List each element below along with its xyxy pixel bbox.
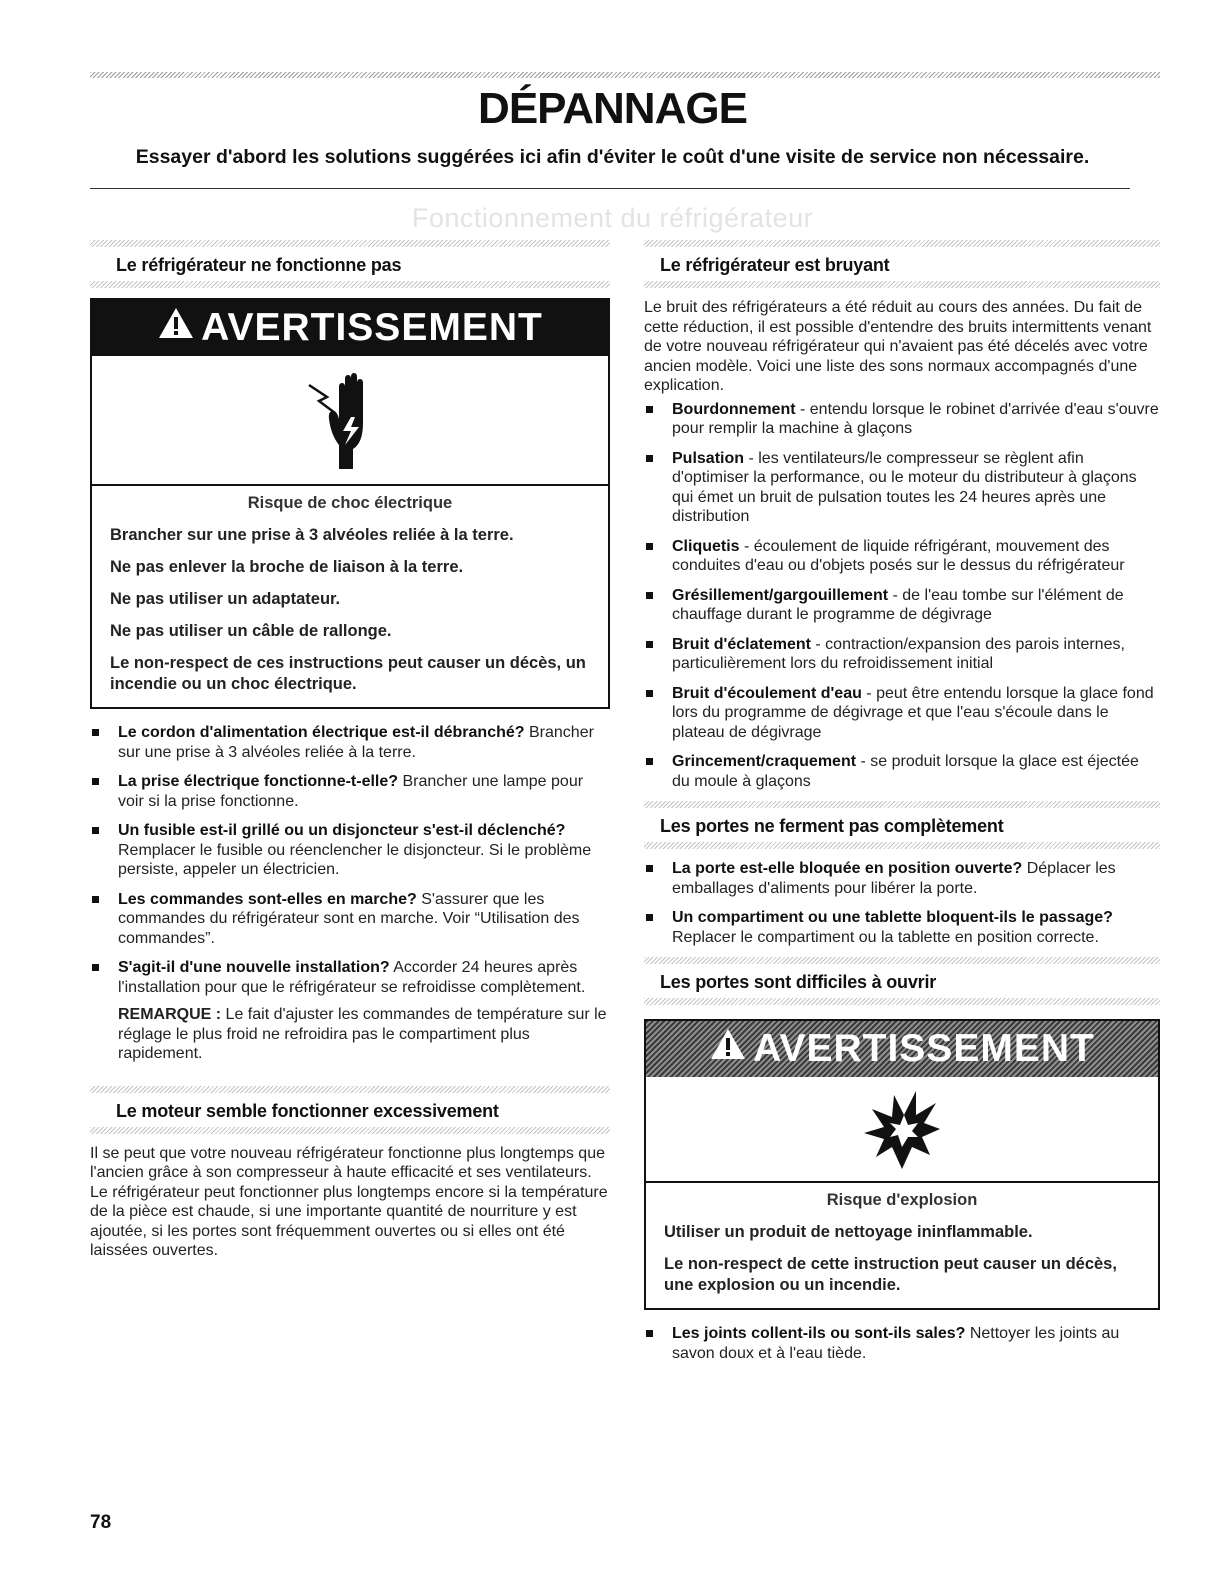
note-label: REMARQUE : <box>118 1006 222 1023</box>
page-number: 78 <box>90 1512 112 1533</box>
bullet-square-icon <box>646 1330 653 1337</box>
doors-close-list <box>644 859 1160 947</box>
bullet-square-icon <box>92 964 99 971</box>
subsection-title: Les portes sont difficiles à ouvrir <box>660 972 937 992</box>
electric-shock-icon <box>92 356 608 486</box>
bullet-square-icon <box>646 455 653 462</box>
list-item: Pulsation - les ventilateurs/le compresseur se règlent afin d'optimiser la performance, ou le moteur du distributeur à glaçons qui émet un bruit de pulsation toutes les 24 heures après une distribution <box>644 449 1160 527</box>
warning-header <box>92 300 608 356</box>
list-item: Bruit d'éclatement - contraction/expansion des parois internes, particulièrement lors du refroidissement initial <box>644 635 1160 674</box>
bullet-square-icon <box>646 758 653 765</box>
warning-line: Le non-respect de ces instructions peut causer un décès, un incendie ou un choc électrique. <box>110 654 586 693</box>
warning-line: Ne pas enlever la broche de liaison à la terre. <box>110 558 464 576</box>
warning-label: AVERTISSEMENT <box>201 306 543 349</box>
list-item: S'agit-il d'une nouvelle installation? Accorder 24 heures après l'installation pour que le réfrigérateur se refroidisse complètement. <box>90 958 610 997</box>
hatch-bar <box>644 801 1160 808</box>
motor-paragraph: Il se peut que votre nouveau réfrigérateur fonctionne plus longtemps que l'ancien grâce à son compresseur à haute efficacité et ses ventilateurs. Le réfrigérateur peut fonctionner plus longtemps encore si la température de la pièce est chaude, si une importante quantité de nourriture y est ajoutée, si les portes sont fréquemment ouvertes ou si elles ont été laissées ouvertes. <box>90 1144 608 1259</box>
hatch-bar <box>90 1127 610 1134</box>
warning-line: Le non-respect de cette instruction peut causer un décès, une explosion ou un incendie. <box>664 1255 1117 1294</box>
bullet-square-icon <box>646 543 653 550</box>
top-rule <box>90 72 1160 78</box>
list-item: Bourdonnement - entendu lorsque le robinet d'arrivée d'eau s'ouvre pour remplir la machine à glaçons <box>644 400 1160 439</box>
warning-triangle-icon <box>709 1027 747 1071</box>
subsection-header-motor <box>90 1086 610 1134</box>
left-column <box>90 240 610 1265</box>
hatch-bar <box>644 842 1160 849</box>
hatch-bar <box>644 240 1160 247</box>
explosion-icon <box>646 1077 1158 1183</box>
bullet-square-icon <box>92 827 99 834</box>
doors-open-list <box>644 1324 1160 1363</box>
warning-box-explosion <box>644 1019 1160 1310</box>
warning-label: AVERTISSEMENT <box>753 1027 1095 1070</box>
subsection-header-doors-close <box>644 801 1160 849</box>
page-subtitle: Essayer d'abord les solutions suggérées ici afin d'éviter le coût d'une visite de service non nécessaire. <box>135 146 1090 168</box>
list-item: La prise électrique fonctionne-t-elle? Brancher une lampe pour voir si la prise fonctionne. <box>90 772 610 811</box>
checklist-not-working <box>90 723 610 997</box>
bullet-square-icon <box>646 406 653 413</box>
warning-header <box>646 1021 1158 1077</box>
noisy-intro: Le bruit des réfrigérateurs a été réduit au cours des années. Du fait de cette réduction, il est possible d'entendre des bruits intermittents venant de votre nouveau réfrigérateur qui n'avaient pas été décelés avec votre ancien modèle. Voici une liste des sons normaux accompagnés d'une explication. <box>644 299 1152 394</box>
warning-risk: Risque de choc électrique <box>247 494 453 512</box>
warning-line: Brancher sur une prise à 3 alvéoles reliée à la terre. <box>110 526 514 544</box>
subsection-header-noisy <box>644 240 1160 288</box>
subsection-title: Le réfrigérateur est bruyant <box>660 255 890 275</box>
hatch-bar <box>90 1086 610 1093</box>
list-item: Un fusible est-il grillé ou un disjoncteur s'est-il déclenché? Remplacer le fusible ou réenclencher le disjoncteur. Si le problème persiste, appeler un électricien. <box>90 821 610 880</box>
warning-body <box>646 1183 1158 1308</box>
bullet-square-icon <box>646 690 653 697</box>
hatch-bar <box>644 957 1160 964</box>
subsection-title: Le moteur semble fonctionner excessivement <box>116 1100 499 1121</box>
bullet-square-icon <box>646 914 653 921</box>
warning-box-electric <box>90 298 610 709</box>
page-title: DÉPANNAGE <box>478 84 747 133</box>
right-column <box>644 240 1160 1373</box>
subsection-title: Le réfrigérateur ne fonctionne pas <box>116 255 402 275</box>
list-item: Grincement/craquement - se produit lorsque la glace est éjectée du moule à glaçons <box>644 752 1160 791</box>
warning-body <box>92 486 608 707</box>
subsection-header-doors-open <box>644 957 1160 1005</box>
subsection-header-not-working <box>90 240 610 288</box>
subsection-title: Les portes ne ferment pas complètement <box>660 816 1004 836</box>
note <box>90 1005 610 1064</box>
list-item: Bruit d'écoulement d'eau - peut être entendu lorsque la glace fond lors du programme de dégivrage et que l'eau s'écoule dans le plateau de dégivrage <box>644 684 1160 743</box>
section-heading: Fonctionnement du réfrigérateur <box>411 203 814 233</box>
warning-line: Ne pas utiliser un adaptateur. <box>110 590 341 608</box>
list-item: Les commandes sont-elles en marche? S'assurer que les commandes du réfrigérateur sont en marche. Voir “Utilisation des commandes”. <box>90 890 610 949</box>
noise-list <box>644 400 1160 792</box>
hatch-bar <box>90 240 610 247</box>
hatch-bar <box>644 281 1160 288</box>
warning-triangle-icon <box>157 306 195 350</box>
bullet-square-icon <box>92 778 99 785</box>
warning-line: Utiliser un produit de nettoyage ininflammable. <box>664 1223 1033 1241</box>
bullet-square-icon <box>92 896 99 903</box>
bullet-square-icon <box>646 641 653 648</box>
hatch-bar <box>644 998 1160 1005</box>
bullet-square-icon <box>92 729 99 736</box>
list-item: La porte est-elle bloquée en position ouverte? Déplacer les emballages d'aliments pour libérer la porte. <box>644 859 1160 898</box>
list-item: Les joints collent-ils ou sont-ils sales? Nettoyer les joints au savon doux et à l'eau tiède. <box>644 1324 1160 1363</box>
warning-risk: Risque d'explosion <box>826 1191 978 1209</box>
note-text: Le fait d'ajuster les commandes de température sur le réglage le plus froid ne refroidira pas le compartiment plus rapidement. <box>118 1006 607 1062</box>
bullet-square-icon <box>646 865 653 872</box>
list-item: Cliquetis - écoulement de liquide réfrigérant, mouvement des conduites d'eau ou d'objets posés sur le dessus du réfrigérateur <box>644 537 1160 576</box>
list-item: Grésillement/gargouillement - de l'eau tombe sur l'élément de chauffage durant le programme de dégivrage <box>644 586 1160 625</box>
hatch-bar <box>90 281 610 288</box>
list-item: Un compartiment ou une tablette bloquent-ils le passage? Replacer le compartiment ou la tablette en position correcte. <box>644 908 1160 947</box>
list-item: Le cordon d'alimentation électrique est-il débranché? Brancher sur une prise à 3 alvéoles reliée à la terre. <box>90 723 610 762</box>
title-rule <box>90 188 1130 189</box>
warning-line: Ne pas utiliser un câble de rallonge. <box>110 622 392 640</box>
bullet-square-icon <box>646 592 653 599</box>
